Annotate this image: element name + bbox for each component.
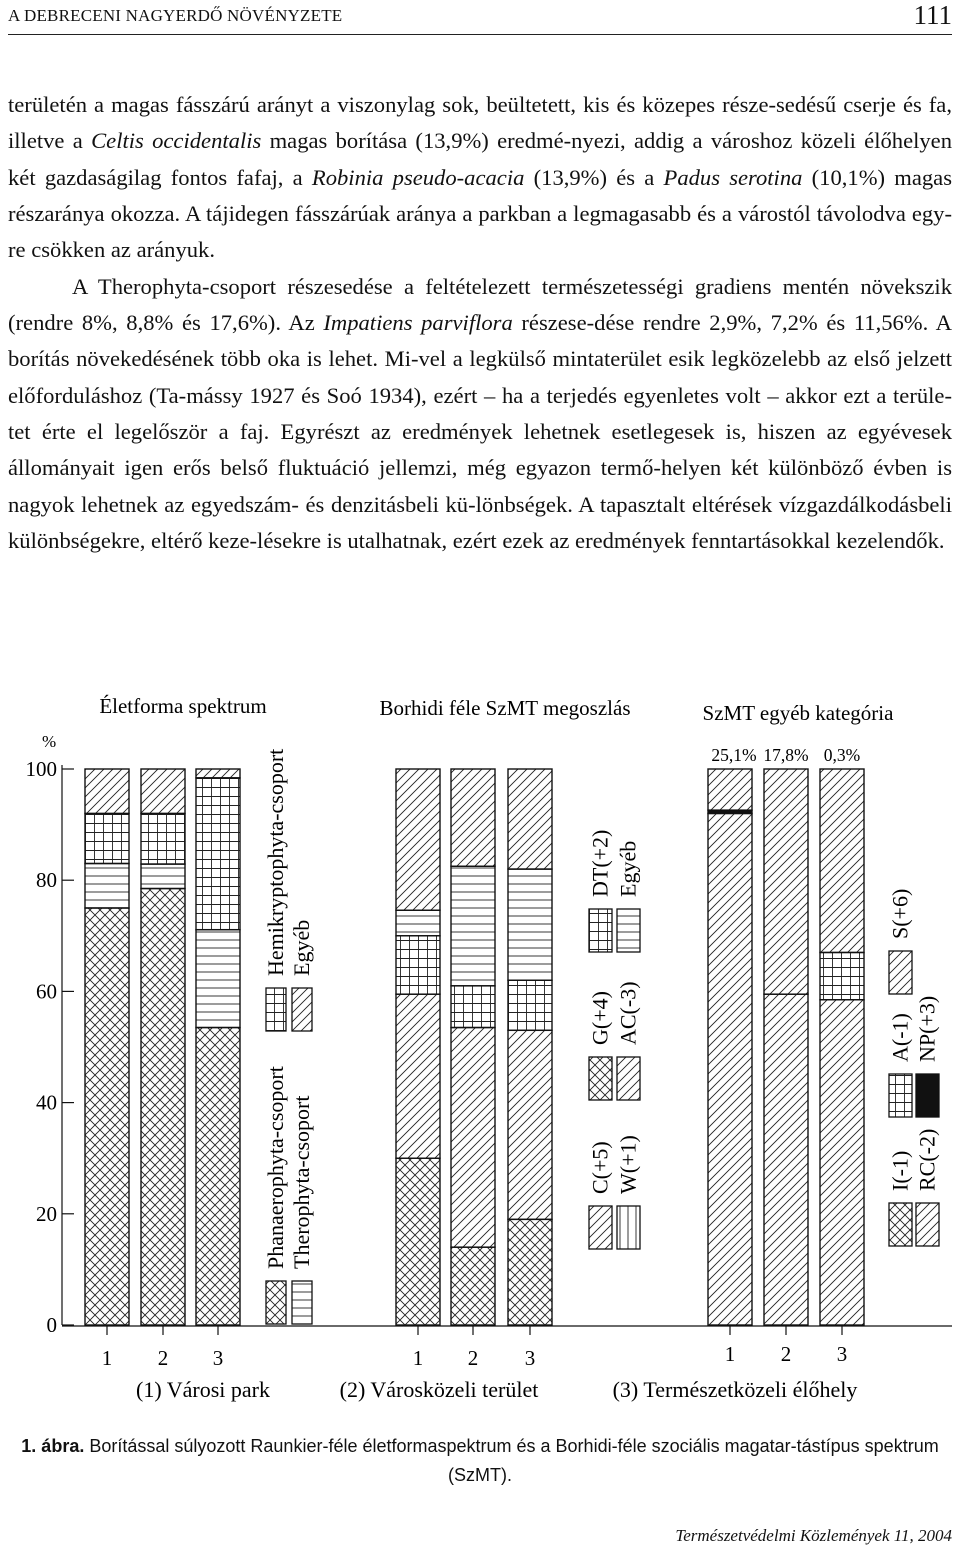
chart-title: Életforma spektrum xyxy=(99,694,267,718)
legend-swatch xyxy=(292,1281,312,1324)
caption-label: 1. ábra. xyxy=(21,1436,85,1456)
legend-label: NP(+3) xyxy=(914,995,940,1062)
paragraph-2 xyxy=(8,269,952,560)
legend-swatch xyxy=(889,1203,912,1246)
bar-segment xyxy=(451,986,495,1028)
bar-segment xyxy=(85,864,129,908)
text-run: (13,9%) és a xyxy=(524,164,664,190)
y-tick-label: 0 xyxy=(46,1313,57,1337)
bar-segment xyxy=(396,769,440,910)
species-name: Celtis occidentalis xyxy=(91,128,262,154)
text-run: részese-dése rendre 2,9%, 7,2% és 11,56%. A borítás növekedésének több oka is lehet. Mi-vel a legkülső mintaterület esik legközelebb az első jelzett előforduláshoz (Ta-mássy 1927 és Soó 1934), ezért – ha a terjedés egyenletes volt – akkor ezt a terüle-tet érte el legelőször a faj. Egyrészt az eredmények lehetnek esetlegesek is, hiszen az egyévesek állományait igen erős belső fluktuáció jellemzi, még egyazon termő-helyen két különböző évben is nagyok lehetnek az egyedszám- és denzitásbeli kü-lönbségek. A tapasztalt eltérések vízgazdálkodásbeli különbségekre, eltérő keze-lésekre is utalhatnak, ezért ezek az eredmények fenntartásokkal kezelendők. xyxy=(8,310,952,554)
legend-swatch xyxy=(916,1203,939,1246)
bar-segment xyxy=(508,869,552,980)
bar-segment xyxy=(451,1247,495,1325)
bar-segment xyxy=(508,1219,552,1325)
legend-label: G(+4) xyxy=(587,991,613,1045)
text-run: magas borítása (13,9%) eredmé-nyezi, addig a városhoz közeli élőhelyen két gazdaságilag fontos fafaj, a xyxy=(8,128,953,190)
figure-caption xyxy=(8,1432,952,1490)
legend-label: C(+5) xyxy=(587,1141,613,1194)
bar-segment xyxy=(764,994,808,1325)
species-name: Impatiens parviflora xyxy=(323,310,513,336)
legend-label: S(+6) xyxy=(887,888,913,939)
bar-segment xyxy=(820,769,864,952)
x-tick-label: 1 xyxy=(412,1346,424,1370)
legend-swatch xyxy=(916,1074,939,1117)
journal-footer: Természetvédelmi Közlemények 11, 2004 xyxy=(675,1526,952,1545)
legend-swatch xyxy=(617,1057,640,1100)
bar-segment xyxy=(820,1000,864,1325)
legend-swatch xyxy=(617,1206,640,1249)
legend-swatch xyxy=(889,951,912,994)
legend-label: A(-1) xyxy=(887,1013,913,1062)
bar-segment xyxy=(141,864,185,888)
bar-segment xyxy=(508,980,552,1030)
bar-segment xyxy=(708,813,752,1325)
legend-label: AC(-3) xyxy=(615,981,641,1045)
bar-segment xyxy=(451,769,495,866)
x-tick-label: 3 xyxy=(212,1346,224,1370)
group-label: (2) Városközeli terület xyxy=(339,1377,539,1402)
running-head: A DEBRECENI NAGYERDŐ NÖVÉNYZETE xyxy=(8,6,343,25)
legend-swatch xyxy=(589,1057,612,1100)
text-run: (10,1%) magas részaránya okozza. A tájidegen fásszárúak aránya a parkban a legmagasabb és a várostól távolodva egy-re csökken az arányuk. xyxy=(8,164,952,263)
text-run: területén a magas fásszárú arányt a viszonylag sok, beültetett, kis és közepes része-sedésű cserje és fa, illetve a xyxy=(8,92,952,154)
bar-segment xyxy=(396,1158,440,1325)
x-tick-label: 3 xyxy=(524,1346,536,1370)
legend-label: Egyéb xyxy=(289,919,314,976)
bar-segment xyxy=(451,866,495,986)
x-tick-label: 1 xyxy=(101,1346,113,1370)
legend-label: Hemikryptophyta-csoport xyxy=(263,748,288,976)
legend-swatch xyxy=(889,1074,912,1117)
bar-segment xyxy=(85,813,129,863)
bar-data-label: 0,3% xyxy=(823,745,861,765)
bar-segment xyxy=(196,769,240,778)
chart-title: SzMT egyéb kategória xyxy=(702,701,894,725)
bar-segment xyxy=(196,778,240,930)
bar-segment xyxy=(141,813,185,864)
x-tick-label: 2 xyxy=(467,1346,479,1370)
group-label: (1) Városi park xyxy=(136,1377,270,1402)
species-name: Robinia pseudo-acacia xyxy=(311,164,525,190)
bar-segment xyxy=(196,1028,240,1325)
x-tick-label: 3 xyxy=(836,1342,848,1366)
legend-label: W(+1) xyxy=(615,1135,641,1194)
y-tick-label: 100 xyxy=(25,757,57,781)
body-text xyxy=(8,87,952,559)
bar-segment xyxy=(820,952,864,999)
species-name: Padus serotina xyxy=(663,164,803,190)
x-tick-label: 2 xyxy=(780,1342,792,1366)
legend-swatch xyxy=(266,988,286,1031)
bar-segment xyxy=(85,769,129,813)
y-tick-label: 40 xyxy=(36,1090,57,1115)
bar-data-label: 17,8% xyxy=(763,745,809,765)
legend-swatch xyxy=(617,909,640,952)
bar-segment xyxy=(508,769,552,869)
bar-segment xyxy=(85,908,129,1325)
text-run: A Therophyta-csoport részesedése a feltételezett természetességi gradiens mentén növekszik (rendre 8%, 8,8% és 17,6%). Az xyxy=(8,273,952,336)
legend-label: Therophyta-csoport xyxy=(289,1095,314,1269)
bar-segment xyxy=(141,769,185,813)
chart-title: Borhidi féle SzMT megoszlás xyxy=(379,696,631,720)
y-tick-label: 80 xyxy=(36,868,57,893)
bar-segment xyxy=(508,1030,552,1219)
legend-label: DT(+2) xyxy=(587,829,613,897)
legend-swatch xyxy=(266,1281,286,1324)
bar-segment xyxy=(196,930,240,1028)
y-tick-label: 60 xyxy=(36,979,57,1004)
bar-data-label: 25,1% xyxy=(711,745,757,765)
legend-swatch xyxy=(589,1206,612,1249)
legend-label: I(-1) xyxy=(887,1150,913,1191)
bar-segment xyxy=(396,994,440,1158)
bar-segment xyxy=(708,769,752,810)
legend-label: Egyéb xyxy=(615,840,641,897)
caption-text: Borítással súlyozott Raunkier-féle életformaspektrum és a Borhidi-féle szociális magatar-tástípus spektrum (SzMT). xyxy=(84,1436,939,1485)
bar-segment xyxy=(451,1028,495,1248)
figure-1 xyxy=(0,680,960,1420)
page-header xyxy=(8,0,952,35)
x-tick-label: 1 xyxy=(724,1342,736,1366)
legend-label: Phanaerophyta-csoport xyxy=(263,1066,288,1269)
bar-segment xyxy=(396,910,440,936)
bar-segment xyxy=(141,889,185,1325)
y-tick-label: 20 xyxy=(36,1201,57,1226)
paragraph-1 xyxy=(8,87,952,269)
y-axis-label: % xyxy=(42,732,57,751)
group-label: (3) Természetközeli élőhely xyxy=(612,1377,858,1402)
legend-label: RC(-2) xyxy=(914,1128,940,1191)
x-tick-label: 2 xyxy=(157,1346,169,1370)
bar-segment xyxy=(764,769,808,994)
bar-segment xyxy=(396,936,440,994)
legend-swatch xyxy=(589,909,612,952)
page-number: 111 xyxy=(913,0,952,30)
legend-swatch xyxy=(292,988,312,1031)
